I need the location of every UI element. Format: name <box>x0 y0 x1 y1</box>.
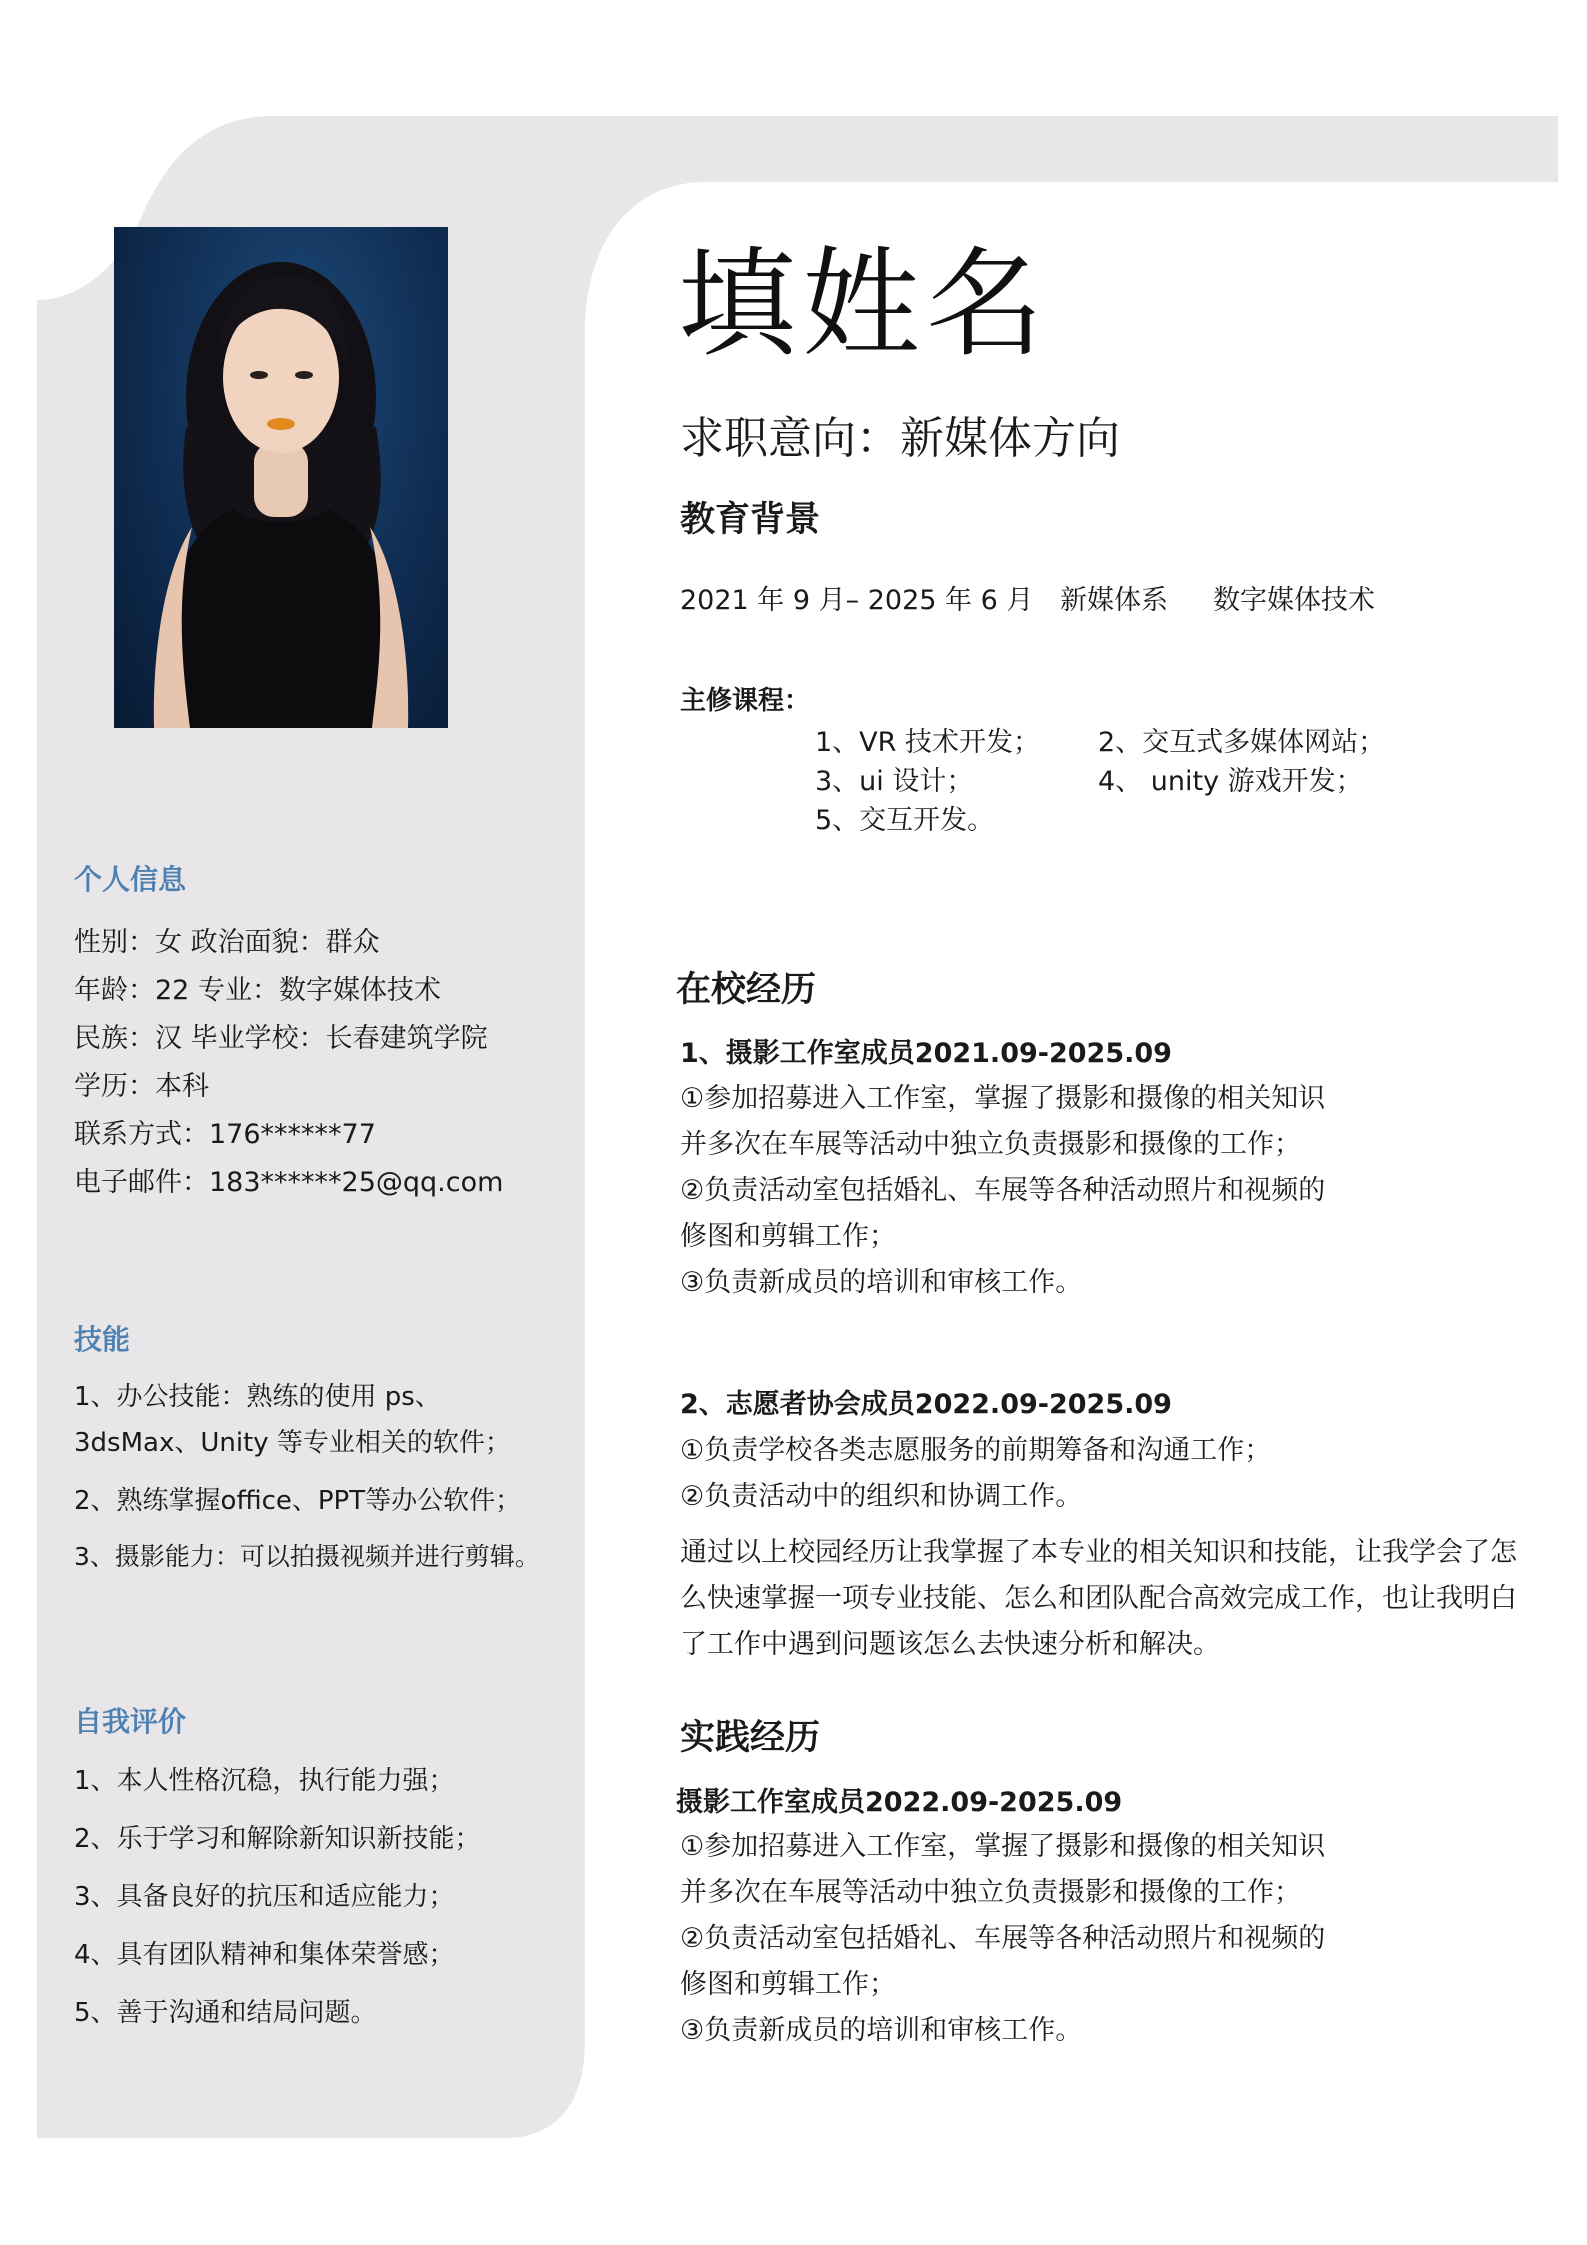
campus-summary: 通过以上校园经历让我掌握了本专业的相关知识和技能，让我学会了怎么快速掌握一项专业技能、怎么和团队配合高效完成工作，也让我明白了工作中遇到问题该怎么去快速分析和解决。 <box>680 1537 1517 1660</box>
practice-item-line: 修图和剪辑工作； <box>680 1969 896 2000</box>
skills-line: 1、办公技能：熟练的使用 ps、 <box>74 1382 441 1412</box>
candidate-name: 填姓名 <box>678 235 1051 373</box>
education-period: 2021 年 9 月– 2025 年 6 月 <box>680 585 1034 616</box>
skills-line: 3dsMax、Unity 等专业相关的软件； <box>74 1428 511 1458</box>
campus-item-line: ②负责活动中的组织和协调工作。 <box>680 1481 1083 1512</box>
practice-item-line: ②负责活动室包括婚礼、车展等各种活动照片和视频的 <box>680 1923 1326 1954</box>
course-item: 5、交互开发。 <box>815 805 995 836</box>
campus-item-line: ①负责学校各类志愿服务的前期筹备和沟通工作； <box>680 1435 1272 1466</box>
education-department: 新媒体系 <box>1060 585 1168 616</box>
education-heading: 教育背景 <box>680 500 821 540</box>
info-line: 民族：汉 毕业学校：长春建筑学院 <box>74 1023 488 1054</box>
portrait-icon <box>114 227 448 728</box>
info-line: 联系方式：176******77 <box>74 1119 376 1150</box>
course-item: 2、交互式多媒体网站； <box>1098 727 1386 758</box>
campus-experience-heading: 在校经历 <box>676 970 817 1010</box>
evaluation-line: 1、本人性格沉稳，执行能力强； <box>74 1766 455 1796</box>
evaluation-line: 2、乐于学习和解除新知识新技能； <box>74 1824 481 1854</box>
personal-info-heading: 个人信息 <box>74 863 187 896</box>
evaluation-line: 5、善于沟通和结局问题。 <box>74 1998 377 2028</box>
practice-item-line: ③负责新成员的培训和审核工作。 <box>680 2015 1083 2046</box>
practice-item-title: 摄影工作室成员2022.09-2025.09 <box>676 1787 1123 1818</box>
course-item: 4、 unity 游戏开发； <box>1098 766 1363 797</box>
info-line: 学历：本科 <box>74 1071 209 1102</box>
profile-photo <box>114 227 448 728</box>
self-evaluation-heading: 自我评价 <box>74 1705 187 1738</box>
practice-experience-heading: 实践经历 <box>680 1718 821 1758</box>
skills-line: 3、摄影能力：可以拍摄视频并进行剪辑。 <box>74 1542 540 1571</box>
info-line: 年龄：22 专业：数字媒体技术 <box>74 975 441 1006</box>
campus-item-line: 并多次在车展等活动中独立负责摄影和摄像的工作； <box>680 1129 1301 1160</box>
skills-heading: 技能 <box>74 1323 131 1356</box>
evaluation-line: 3、具备良好的抗压和适应能力； <box>74 1882 455 1912</box>
skills-line: 2、熟练掌握office、PPT等办公软件； <box>74 1486 522 1516</box>
campus-item-title: 1、摄影工作室成员2021.09-2025.09 <box>680 1038 1172 1069</box>
job-intent: 求职意向：新媒体方向 <box>680 413 1120 464</box>
course-item: 3、ui 设计； <box>815 766 974 797</box>
campus-item-title: 2、志愿者协会成员2022.09-2025.09 <box>680 1389 1172 1420</box>
evaluation-line: 4、具有团队精神和集体荣誉感； <box>74 1940 455 1970</box>
campus-item-line: 修图和剪辑工作； <box>680 1221 896 1252</box>
campus-item-line: ③负责新成员的培训和审核工作。 <box>680 1267 1083 1298</box>
campus-item-line: ②负责活动室包括婚礼、车展等各种活动照片和视频的 <box>680 1175 1326 1206</box>
education-major: 数字媒体技术 <box>1213 585 1375 616</box>
practice-item-line: 并多次在车展等活动中独立负责摄影和摄像的工作； <box>680 1877 1301 1908</box>
practice-item-line: ①参加招募进入工作室，掌握了摄影和摄像的相关知识 <box>680 1831 1326 1862</box>
campus-item-line: ①参加招募进入工作室，掌握了摄影和摄像的相关知识 <box>680 1083 1326 1114</box>
courses-label: 主修课程： <box>680 686 811 716</box>
info-line: 性别：女 政治面貌：群众 <box>74 927 380 958</box>
info-line: 电子邮件：183******25@qq.com <box>74 1167 504 1198</box>
course-item: 1、VR 技术开发； <box>815 727 1040 758</box>
